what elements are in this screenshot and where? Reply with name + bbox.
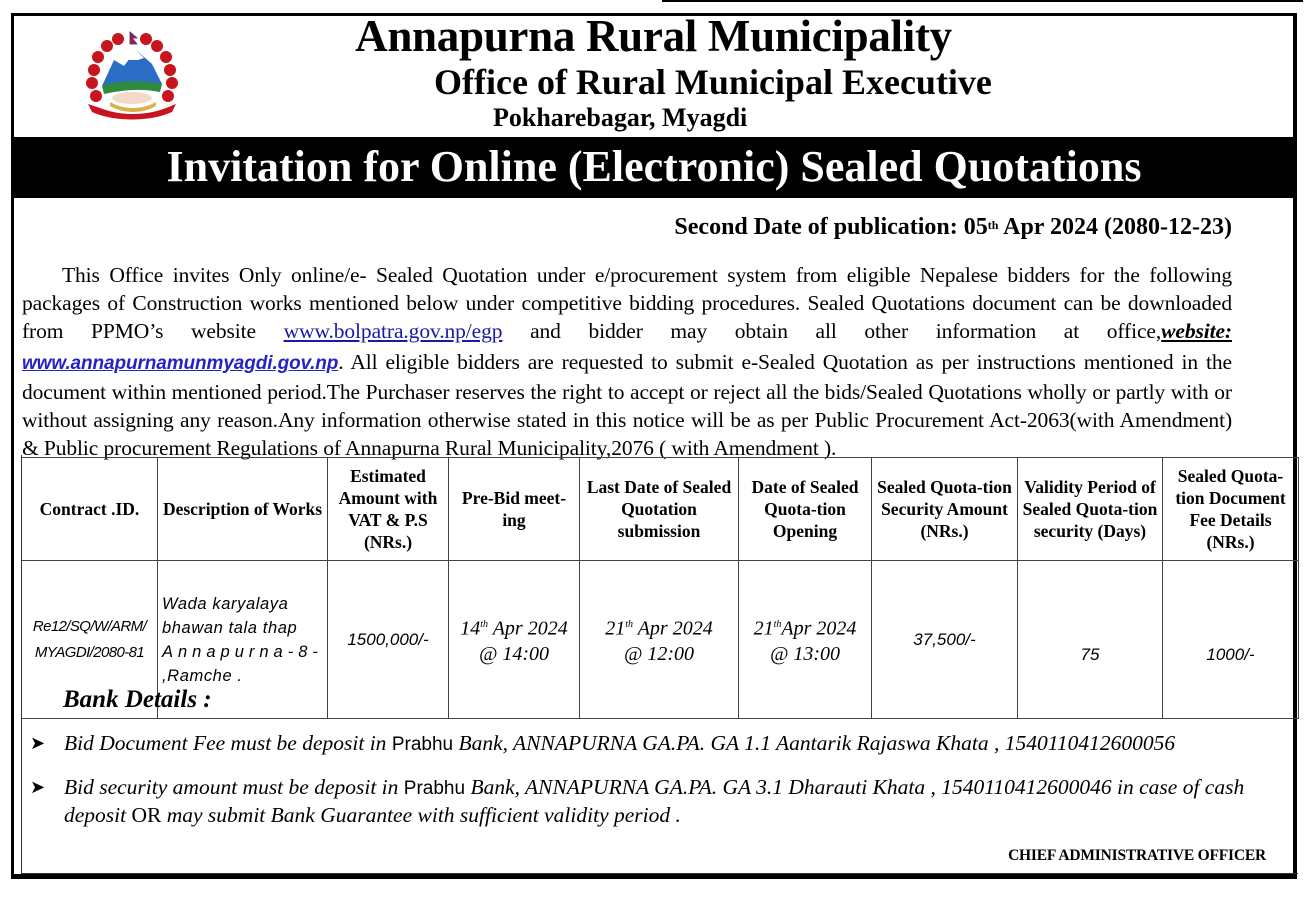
publication-date: Second Date of publication: 05th Apr 2024 (2080-12-23) bbox=[674, 214, 1232, 240]
top-rule bbox=[662, 0, 1303, 2]
office-subtitle: Office of Rural Municipal Executive bbox=[434, 62, 992, 102]
notice-banner-title: Invitation for Online (Electronic) Sealed Quotations bbox=[14, 137, 1294, 198]
header-opening-date: Date of Sealed Quota-tion Opening bbox=[739, 458, 872, 561]
header-prebid-meeting: Pre-Bid meet-ing bbox=[449, 458, 580, 561]
cell-security-amount: 37,500/- bbox=[872, 561, 1018, 719]
bank-details-title: Bank Details : bbox=[63, 686, 212, 713]
cell-contract-id: Re12/SQ/W/ARM/ MYAGDI/2080-81 bbox=[22, 561, 158, 719]
notice-paragraph: This Office invites Only online/e- Sealed Quotation under e/procurement system from eligible Nepalese bidders for the following packages of Construction works mentioned below under competitive bidding procedures. Sealed Quotations document can be downloaded from PPMO’s website www.bolpatra.gov.np/egp and bidder may obtain all other information at office,website: www.annapurnamunmyagdi.gov.np. All eligible bidders are requested to submit e-Sealed Quotation as per instructions mentioned in the document within mentioned period.The Purchaser reserves the right to accept or reject all the bids/Sealed Quotations wholly or partly with or without assigning any reason.Any information otherwise stated in this notice will be as per Public Procurement Act-2063(with Amendment) & Public procurement Regulations of Annapurna Rural Municipality,2076 ( with Amendment ). bbox=[22, 263, 1232, 461]
header-validity-period: Validity Period of Sealed Quota-tion security (Days) bbox=[1018, 458, 1163, 561]
municipality-title: Annapurna Rural Municipality bbox=[355, 11, 952, 61]
cell-description: Wada karyalaya bhawan tala thap Annapurna-8- ,Ramche . bbox=[158, 561, 328, 719]
quotation-table bbox=[21, 457, 1299, 719]
website-label: website: bbox=[1161, 319, 1232, 344]
bank-detail-item: ➤ Bid Document Fee must be deposit in Prabhu Bank, ANNAPURNA GA.PA. GA 1.1 Aantarik Rajaswa Khata , 1540110412600056 bbox=[30, 731, 1176, 755]
bank-detail-item: ➤ Bid security amount must be deposit in Prabhu Bank, ANNAPURNA GA.PA. GA 3.1 Dharauti Khata , 1540110412600046 in case of cash deposit OR may submit Bank Guarantee with sufficient validity period . bbox=[30, 775, 1245, 827]
header-contract-id: Contract .ID. bbox=[22, 458, 158, 561]
header-last-date: Last Date of Sealed Quotation submission bbox=[580, 458, 739, 561]
bank-details-list bbox=[30, 730, 1290, 845]
table-row bbox=[22, 561, 1299, 719]
signature-title: CHIEF ADMINISTRATIVE OFFICER bbox=[1008, 847, 1266, 864]
cell-opening-date: 21thApr 2024 @ 13:00 bbox=[739, 561, 872, 719]
cell-last-date: 21th Apr 2024 @ 12:00 bbox=[580, 561, 739, 719]
cell-validity-days: 75 bbox=[1018, 561, 1163, 719]
cell-document-fee: 1000/- bbox=[1163, 561, 1299, 719]
office-location: Pokharebagar, Myagdi bbox=[493, 103, 748, 132]
header-estimated-amount: Estimated Amount with VAT & P.S (NRs.) bbox=[328, 458, 449, 561]
header-document-fee: Sealed Quota-tion Document Fee Details (NRs.) bbox=[1163, 458, 1299, 561]
ppmo-website-link[interactable]: www.bolpatra.gov.np/egp bbox=[283, 319, 503, 344]
cell-estimated-amount: 1500,000/- bbox=[328, 561, 449, 719]
arrow-bullet-icon: ➤ bbox=[30, 777, 46, 797]
municipality-website-link[interactable]: www.annapurnamunmyagdi.gov.np bbox=[22, 352, 339, 374]
table-header-row bbox=[22, 458, 1299, 561]
arrow-bullet-icon: ➤ bbox=[30, 733, 46, 753]
header-security-amount: Sealed Quota-tion Security Amount (NRs.) bbox=[872, 458, 1018, 561]
header-description: Description of Works bbox=[158, 458, 328, 561]
cell-prebid-meeting: 14th Apr 2024 @ 14:00 bbox=[449, 561, 580, 719]
